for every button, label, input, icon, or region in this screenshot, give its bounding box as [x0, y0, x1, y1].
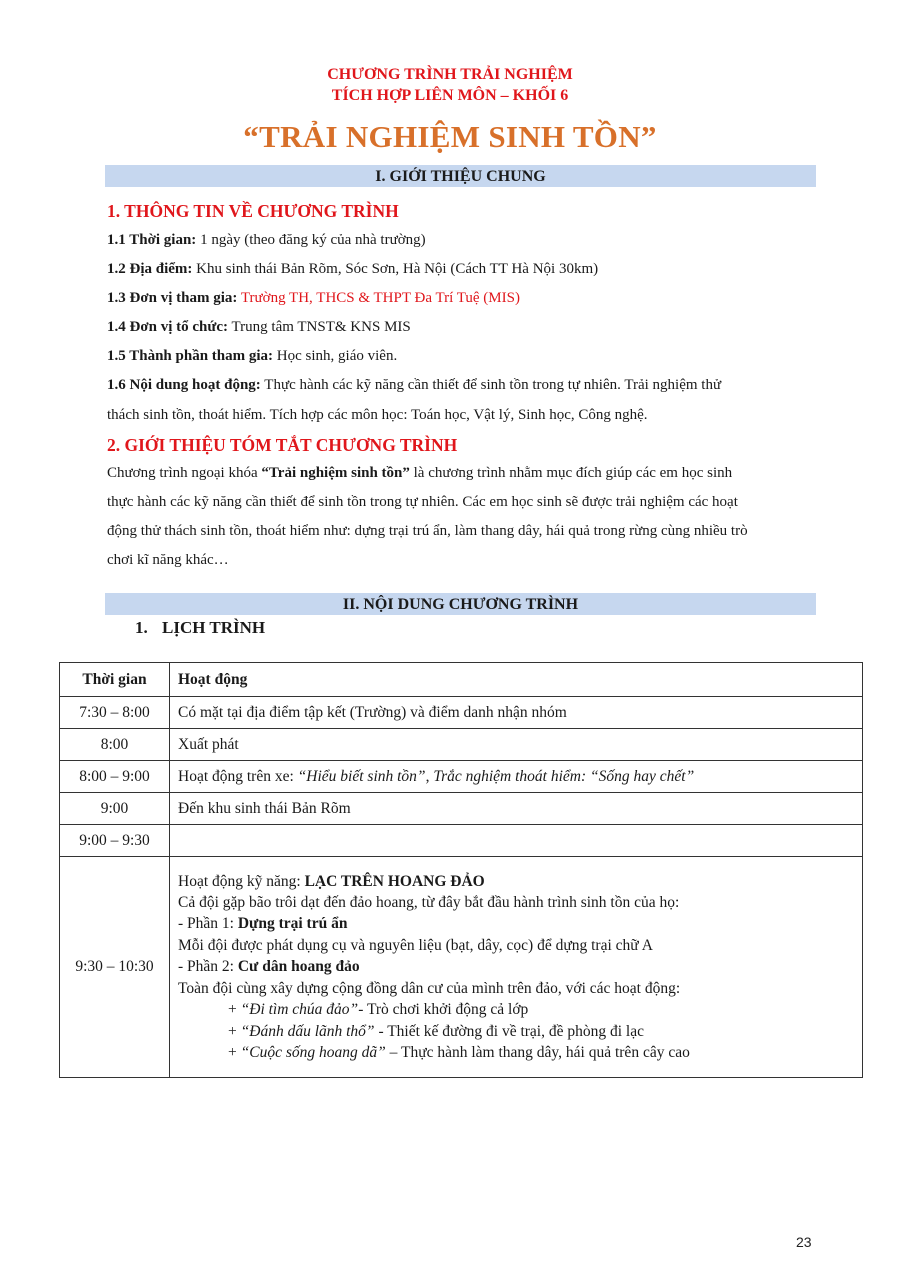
main-title: “TRẢI NGHIỆM SINH TỒN” [243, 119, 657, 154]
bullet-item [178, 1021, 854, 1042]
bullet-text: - Trò chơi khởi động cả lớp [358, 1001, 529, 1019]
table-row [60, 697, 863, 729]
table-row [60, 761, 863, 793]
header-time: Thời gian [60, 663, 170, 697]
bullet-text: – Thực hành làm thang dây, hái quả trên cây cao [385, 1043, 690, 1061]
row-time: 8:00 – 9:00 [60, 761, 170, 793]
bullet-marker: + [228, 1001, 241, 1019]
activity-line: Mỗi đội được phát dụng cụ và nguyên liệu (bạt, dây, cọc) để dựng trại chữ A [178, 936, 653, 954]
activity-line: Toàn đội cùng xây dựng cộng đồng dân cư của mình trên đảo, với các hoạt động: [178, 979, 681, 997]
info-item-location [107, 259, 598, 279]
section-band-intro: I. GIỚI THIỆU CHUNG [105, 165, 816, 187]
info-label: 1.5 Thành phần tham gia: [107, 348, 274, 364]
activity-line [178, 913, 854, 934]
info-value: Học sinh, giáo viên. [273, 348, 398, 364]
summary-text: là chương trình nhằm mục đích giúp các em học sinh [409, 465, 733, 481]
row-time: 9:00 – 9:30 [60, 825, 170, 857]
activity-details [178, 871, 854, 1064]
info-label: 1.2 Địa điểm: [107, 261, 193, 277]
section-band-content: II. NỘI DUNG CHƯƠNG TRÌNH [105, 593, 816, 615]
table-row [60, 857, 863, 1078]
info-value: Trường TH, THCS & THPT Đa Trí Tuệ (MIS) [237, 290, 520, 306]
part-title: Cư dân hoang đảo [237, 958, 360, 976]
table-row [60, 729, 863, 761]
heading-summary: 2. GIỚI THIỆU TÓM TẮT CHƯƠNG TRÌNH [107, 435, 458, 455]
info-label: 1.4 Đơn vị tổ chức: [107, 319, 229, 335]
summary-text: Chương trình ngoại khóa [107, 465, 262, 481]
activity-line: Cả đội gặp bão trôi dạt đến đảo hoang, từ đây bắt đầu hành trình sinh tồn của họ: [178, 894, 680, 912]
summary-line [107, 459, 816, 488]
info-item-participants [107, 346, 397, 366]
info-item-time [107, 230, 426, 250]
heading-program-info: 1. THÔNG TIN VỀ CHƯƠNG TRÌNH [107, 201, 399, 221]
row-activity [170, 825, 863, 857]
summary-line: chơi kĩ năng khác… [107, 552, 229, 568]
row-activity [170, 761, 863, 793]
table-row [60, 793, 863, 825]
part-title: Dựng trại trú ẩn [237, 915, 348, 933]
info-value: Thực hành các kỹ năng cần thiết để sinh tồn trong tự nhiên. Trải nghiệm thử [260, 377, 722, 393]
info-item-content-cont: thách sinh tồn, thoát hiểm. Tích hợp các môn học: Toán học, Vật lý, Sinh học, Công nghệ. [107, 407, 648, 423]
activity-line [178, 871, 854, 892]
row-time: 9:30 – 10:30 [60, 857, 170, 1078]
summary-line: động thử thách sinh tồn, thoát hiểm như: dựng trại trú ẩn, làm thang dây, hái quả trong rừng cùng nhiều trò [107, 523, 748, 539]
info-item-organizer [107, 317, 411, 337]
subheading-title: LỊCH TRÌNH [162, 618, 266, 637]
page-number: 23 [796, 1234, 812, 1250]
row-activity: Xuất phát [170, 729, 863, 761]
activity-text: Hoạt động kỹ năng: [178, 872, 305, 890]
table-header-row [60, 663, 863, 697]
info-value: 1 ngày (theo đăng ký của nhà trường) [196, 232, 426, 248]
subheading-number: 1. [135, 618, 148, 637]
info-value: Khu sinh thái Bản Rõm, Sóc Sơn, Hà Nội (Cách TT Hà Nội 30km) [192, 261, 599, 277]
activity-text: - Phần 2: [178, 958, 238, 976]
info-item-content [107, 375, 721, 395]
row-time: 8:00 [60, 729, 170, 761]
row-time: 9:00 [60, 793, 170, 825]
schedule-table [59, 662, 863, 1078]
info-label: 1.6 Nội dung hoạt động: [107, 377, 261, 393]
summary-paragraph [107, 459, 816, 575]
activity-line [178, 956, 854, 977]
activity-title: LẠC TRÊN HOANG ĐẢO [304, 872, 485, 890]
bullet-marker: + [228, 1022, 241, 1040]
summary-line: thực hành các kỹ năng cần thiết để sinh tồn trong tự nhiên. Các em học sinh sẽ được trải nghiệm các hoạt [107, 494, 738, 510]
row-time: 7:30 – 8:00 [60, 697, 170, 729]
info-label: 1.3 Đơn vị tham gia: [107, 290, 238, 306]
bullet-italic: “Đi tìm chúa đảo” [240, 1001, 359, 1019]
info-item-participant-unit [107, 288, 520, 308]
bullet-item [178, 999, 854, 1020]
bullet-italic: “Đánh dấu lãnh thổ” [240, 1022, 375, 1040]
bullet-text: - Thiết kế đường đi về trại, đề phòng đi lạc [374, 1022, 644, 1040]
activity-text: - Phần 1: [178, 915, 238, 933]
activity-text: , [425, 767, 434, 785]
program-title-line2: TÍCH HỢP LIÊN MÔN – KHỐI 6 [331, 87, 569, 104]
header-activity: Hoạt động [170, 663, 863, 697]
activity-italic: Trắc nghiệm thoát hiểm: “Sống hay chết” [433, 767, 695, 785]
summary-program-name: “Trải nghiệm sinh tồn” [261, 465, 410, 481]
program-title-line1: CHƯƠNG TRÌNH TRẢI NGHIỆM [327, 66, 573, 83]
info-value: Trung tâm TNST& KNS MIS [228, 319, 411, 335]
activity-text: Hoạt động trên xe: [178, 767, 298, 785]
bullet-italic: “Cuộc sống hoang dã” [240, 1043, 386, 1061]
activity-italic: “Hiểu biết sinh tồn” [297, 767, 426, 785]
row-activity: Đến khu sinh thái Bản Rõm [170, 793, 863, 825]
bullet-item [178, 1042, 854, 1063]
subheading-schedule [135, 617, 265, 639]
row-activity: Có mặt tại địa điểm tập kết (Trường) và điểm danh nhận nhóm [170, 697, 863, 729]
bullet-marker: + [228, 1043, 241, 1061]
info-label: 1.1 Thời gian: [107, 232, 197, 248]
row-activity [170, 857, 863, 1078]
table-row [60, 825, 863, 857]
